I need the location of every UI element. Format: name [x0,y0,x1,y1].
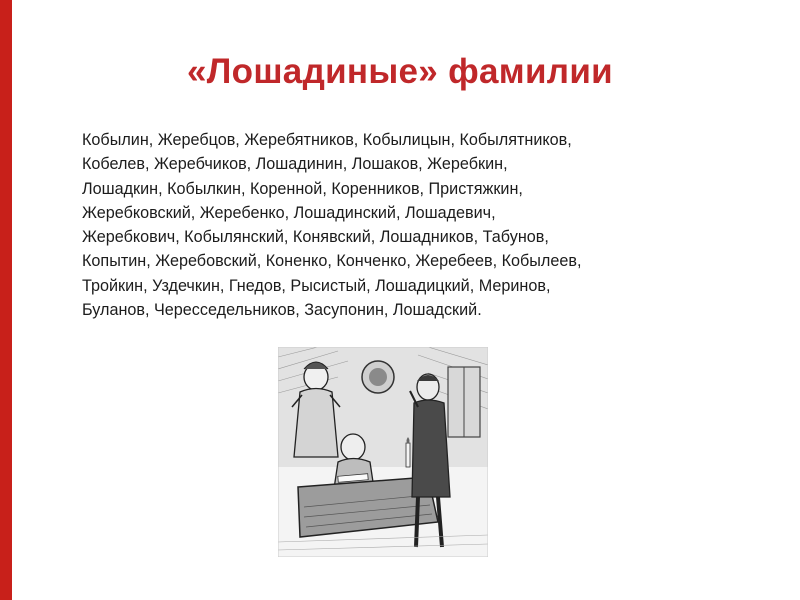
body-line: Буланов, Чересседельников, Засупонин, Лошадский. [82,301,482,320]
illustration-drawing [278,347,488,557]
surname-list [82,128,727,322]
body-line: Кобелев, Жеребчиков, Лошадинин, Лошаков, Жеребкин, [82,155,508,174]
body-line: Копытин, Жеребовский, Коненко, Конченко, Жеребеев, Кобылеев, [82,252,582,271]
body-line: Тройкин, Уздечкин, Гнедов, Рысистый, Лошадицкий, Меринов, [82,276,551,295]
left-accent-bar [0,0,12,600]
body-line: Кобылин, Жеребцов, Жеребятников, Кобылицын, Кобылятников, [82,131,572,149]
slide-title: «Лошадиные» фамилии [187,52,613,91]
engraving-illustration [278,347,488,557]
body-line: Жеребкович, Кобылянский, Конявский, Лошадников, Табунов, [82,228,549,247]
body-line: Жеребковский, Жеребенко, Лошадинский, Лошадевич, [82,203,496,222]
body-line: Лошадкин, Кобылкин, Коренной, Коренников, Пристяжкин, [82,179,523,198]
